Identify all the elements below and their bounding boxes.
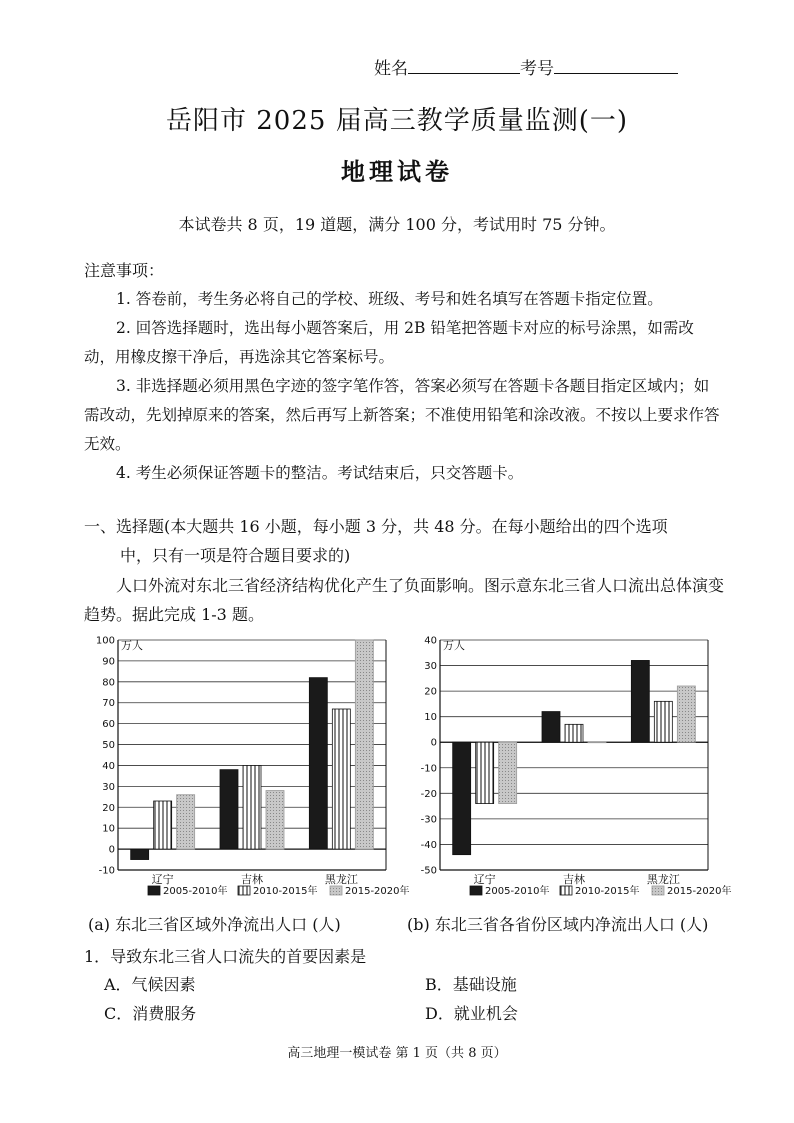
y-tick-label: 0 <box>108 844 115 856</box>
category-label: 吉林 <box>241 873 263 886</box>
legend-swatch-0 <box>148 886 160 895</box>
legend-swatch-2 <box>330 886 342 895</box>
bar-0-0 <box>453 742 471 854</box>
chart-a-caption: (a) 东北三省区域外净流出人口 (人) <box>88 915 341 934</box>
bar-1-2 <box>588 742 606 743</box>
y-tick-label: 30 <box>102 781 115 793</box>
y-tick-label: 70 <box>102 698 115 710</box>
legend-swatch-0 <box>470 886 482 895</box>
unit-label: 万人 <box>443 639 465 652</box>
exam-title: 岳阳市 2025 届高三教学质量监测(一) <box>166 106 628 136</box>
exam-no-blank[interactable] <box>554 59 678 74</box>
y-tick-label: -40 <box>420 839 437 851</box>
bar-1-1 <box>243 765 261 849</box>
y-tick-label: -30 <box>420 814 437 826</box>
y-tick-label: 10 <box>424 712 437 724</box>
y-tick-label: 100 <box>95 635 115 647</box>
option-a[interactable]: A．气候因素 <box>104 975 196 994</box>
y-tick-label: 90 <box>102 656 115 668</box>
option-b[interactable]: B．基础设施 <box>425 975 517 994</box>
bar-2-1 <box>654 701 672 742</box>
category-label: 黑龙江 <box>646 873 680 886</box>
question-intro: 人口外流对东北三省经济结构优化产生了负面影响。图示意东北三省人口流出总体演变趋势。据此完成 1-3 题。 <box>84 576 725 624</box>
bar-1-1 <box>565 724 583 742</box>
exam-subtitle: 地理试卷 <box>341 157 453 186</box>
note-item-2: 2. 回答选择题时，选出每小题答案后，用 2B 铅笔把答题卡对应的标号涂黑，如需改动，用橡皮擦干净后，再选涂其它答案标号。 <box>84 319 694 366</box>
page-footer: 高三地理一模试卷 第 1 页（共 8 页） <box>287 1046 507 1061</box>
category-label: 吉林 <box>563 873 585 886</box>
y-tick-label: 20 <box>424 686 437 698</box>
note-item-1: 1. 答卷前，考生务必将自己的学校、班级、考号和姓名填写在答题卡指定位置。 <box>116 290 663 308</box>
y-tick-label: -10 <box>98 865 115 877</box>
name-label: 姓名 <box>374 59 408 79</box>
y-tick-label: 40 <box>424 635 437 647</box>
bar-0-1 <box>154 801 172 849</box>
section-heading <box>84 512 734 570</box>
legend-label-1: 2010-2015年 <box>575 886 640 897</box>
legend-swatch-1 <box>238 886 250 895</box>
bar-1-2 <box>266 791 284 850</box>
bar-2-1 <box>332 709 350 849</box>
bar-0-2 <box>499 742 517 803</box>
category-label: 黑龙江 <box>324 873 358 886</box>
bar-0-1 <box>476 742 494 803</box>
chart-b-caption: (b) 东北三省各省份区域内净流出人口 (人) <box>407 915 709 934</box>
y-tick-label: 60 <box>102 719 115 731</box>
exam-no-label: 考号 <box>520 59 554 79</box>
note-item-4: 4. 考生必须保证答题卡的整洁。考试结束后，只交答题卡。 <box>116 464 524 482</box>
chart-a <box>78 630 410 910</box>
question-1-stem: 1．导致东北三省人口流失的首要因素是 <box>84 947 367 966</box>
legend-label-0: 2005-2010年 <box>163 886 228 897</box>
chart-b <box>400 630 732 910</box>
exam-info: 本试卷共 8 页，19 道题，满分 100 分，考试用时 75 分钟。 <box>178 215 616 234</box>
bar-1-0 <box>542 712 560 743</box>
name-blank[interactable] <box>408 59 520 74</box>
bar-2-2 <box>677 686 695 742</box>
section-line-2: 中，只有一项是符合题目要求的) <box>120 546 351 565</box>
notes-heading: 注意事项： <box>84 261 165 280</box>
y-tick-label: 0 <box>430 737 437 749</box>
bar-2-0 <box>309 678 327 849</box>
legend-label-0: 2005-2010年 <box>485 886 550 897</box>
bar-2-2 <box>355 640 373 849</box>
unit-label: 万人 <box>121 639 143 652</box>
bar-0-2 <box>177 795 195 849</box>
y-tick-label: 40 <box>102 760 115 772</box>
y-tick-label: 20 <box>102 802 115 814</box>
legend-label-2: 2015-2020年 <box>345 886 410 897</box>
y-tick-label: 50 <box>102 740 115 752</box>
category-label: 辽宁 <box>151 873 174 886</box>
y-tick-label: -50 <box>420 865 437 877</box>
legend-label-1: 2010-2015年 <box>253 886 318 897</box>
section-line-1: 一、选择题(本大题共 16 小题，每小题 3 分，共 48 分。在每小题给出的四个选项 <box>84 517 668 536</box>
category-label: 辽宁 <box>473 873 496 886</box>
bar-0-0 <box>131 849 149 859</box>
option-d[interactable]: D．就业机会 <box>425 1004 518 1023</box>
legend-label-2: 2015-2020年 <box>667 886 732 897</box>
y-tick-label: 80 <box>102 677 115 689</box>
bar-2-0 <box>631 660 649 742</box>
y-tick-label: 10 <box>102 823 115 835</box>
y-tick-label: 30 <box>424 661 437 673</box>
legend-swatch-2 <box>652 886 664 895</box>
y-tick-label: -10 <box>420 763 437 775</box>
legend-swatch-1 <box>560 886 572 895</box>
note-item-3: 3. 非选择题必须用黑色字迹的签字笔作答，答案必须写在答题卡各题目指定区域内；如需改动，先划掉原来的答案，然后再写上新答案；不准使用铅笔和涂改液。不按以上要求作答无效。 <box>84 377 720 453</box>
y-tick-label: -20 <box>420 788 437 800</box>
name-exam-line <box>374 54 678 79</box>
option-c[interactable]: C．消费服务 <box>104 1004 197 1023</box>
bar-1-0 <box>220 770 238 849</box>
